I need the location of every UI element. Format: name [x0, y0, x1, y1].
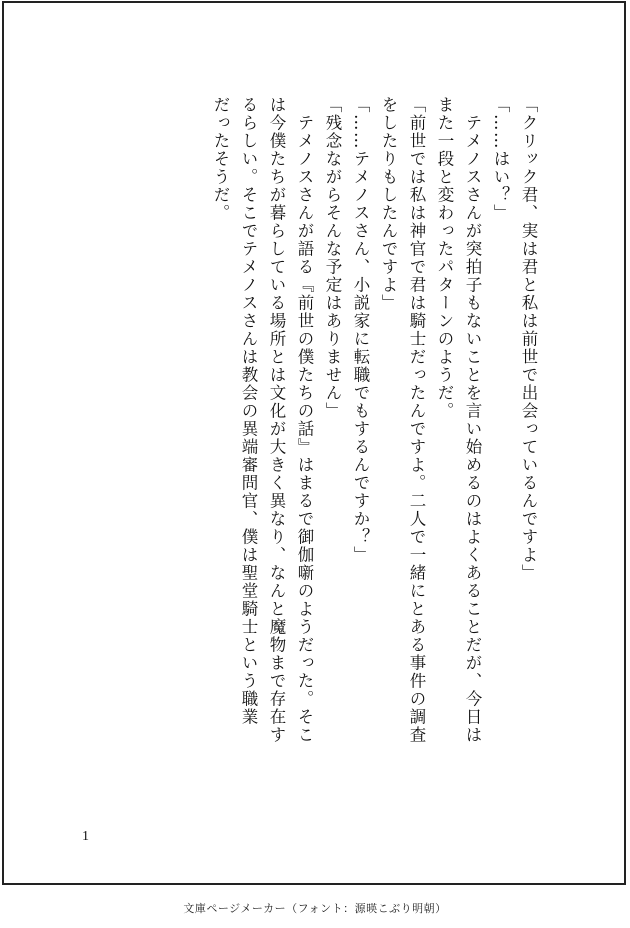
text-line: テメノスさんが語る『前世の僕たちの話』はまるで御伽噺のようだった。そこ: [295, 96, 314, 744]
text-line: をしたりもしたんですよ」: [379, 96, 398, 312]
text-line: 「……はい？」: [491, 96, 510, 222]
text-line: 「残念ながらそんな予定はありません」: [323, 96, 342, 420]
text-line: 「クリック君、実は君と私は前世で出会っているんですよ」: [519, 96, 538, 582]
footer-credit: 文庫ページメーカー（フォント：源暎こぶり明朝）: [183, 902, 447, 915]
text-line: は今僕たちが暮らしている場所とは文化が大きく異なり、なんと魔物まで存在す: [267, 96, 286, 744]
text-line: 「……テメノスさん、小説家に転職でもするんですか？」: [351, 96, 370, 564]
text-line: るらしい。そこでテメノスさんは教会の異端審問官、僕は聖堂騎士という職業: [239, 96, 258, 726]
page-frame: [2, 1, 626, 885]
text-line: 「前世では私は神官で君は騎士だったんですよ。二人で一緒にとある事件の調査: [407, 96, 426, 744]
text-line: テメノスさんが突拍子もないことを言い始めるのはよくあることだが、今日は: [463, 96, 482, 744]
text-line: だったそうだ。: [211, 96, 230, 222]
novel-text: [206, 96, 542, 776]
text-line: また一段と変わったパターンのようだ。: [435, 96, 454, 420]
page-number: 1: [82, 829, 89, 844]
